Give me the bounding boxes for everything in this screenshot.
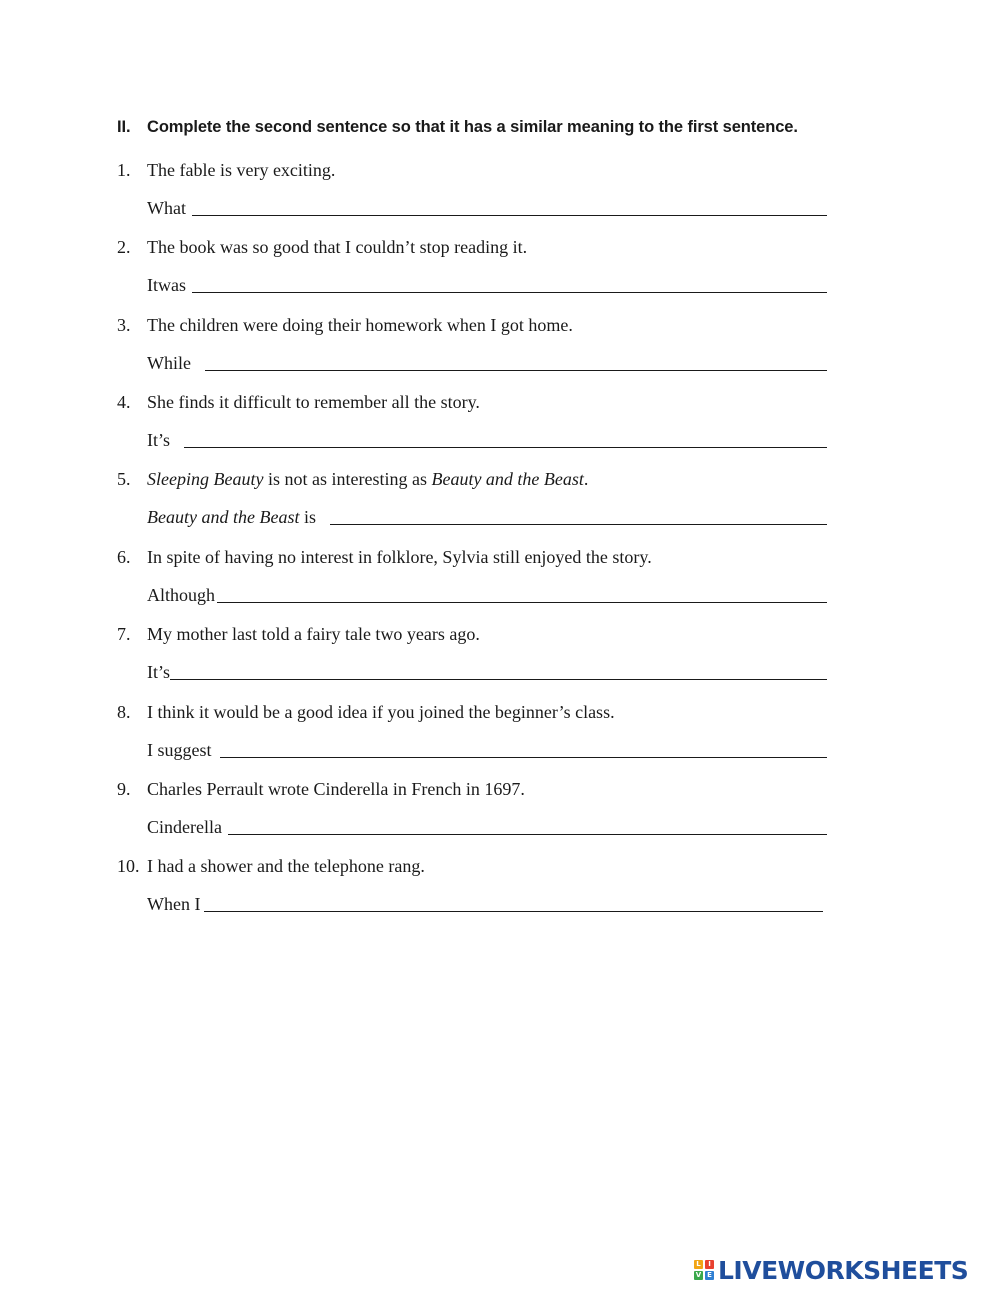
exercise-item-5 bbox=[117, 468, 827, 528]
answer-field-7[interactable] bbox=[170, 664, 827, 680]
rewrite-prompt: While bbox=[147, 353, 191, 373]
item-number: 5. bbox=[117, 469, 131, 489]
prompt-verb: is bbox=[299, 507, 316, 527]
title-sleeping-beauty: Sleeping Beauty bbox=[147, 469, 264, 489]
rewrite-prompt: Itwas bbox=[147, 275, 186, 295]
item-number: 2. bbox=[117, 237, 131, 257]
original-sentence: The book was so good that I couldn’t stop reading it. bbox=[147, 237, 528, 257]
item-number: 8. bbox=[117, 702, 131, 722]
logo-mark-letter: L bbox=[694, 1260, 703, 1269]
exercise-item-8 bbox=[117, 701, 827, 761]
exercise-item-10 bbox=[117, 855, 827, 915]
answer-field-1[interactable] bbox=[192, 200, 827, 216]
exercise-item-3 bbox=[117, 314, 827, 374]
original-sentence: In spite of having no interest in folklore, Sylvia still enjoyed the story. bbox=[147, 547, 652, 567]
exercise-item-7 bbox=[117, 623, 827, 683]
answer-field-10[interactable] bbox=[204, 896, 823, 912]
item-number: 1. bbox=[117, 160, 131, 180]
item-number: 10. bbox=[117, 856, 140, 876]
sentence-connector: is not as interesting as bbox=[263, 469, 432, 489]
original-sentence: She finds it difficult to remember all the story. bbox=[147, 392, 480, 412]
answer-field-8[interactable] bbox=[220, 742, 828, 758]
rewrite-prompt: It’s bbox=[147, 662, 171, 682]
original-sentence: Charles Perrault wrote Cinderella in French in 1697. bbox=[147, 779, 525, 799]
answer-field-5[interactable] bbox=[330, 509, 827, 525]
rewrite-prompt: It’s bbox=[147, 430, 171, 450]
answer-field-2[interactable] bbox=[192, 277, 827, 293]
rewrite-prompt: Cinderella bbox=[147, 817, 222, 837]
exercise-item-2 bbox=[117, 236, 827, 296]
rewrite-prompt: I suggest bbox=[147, 740, 212, 760]
logo-text: LIVEWORKSHEETS bbox=[718, 1255, 969, 1285]
exercise-item-9 bbox=[117, 778, 827, 838]
original-sentence bbox=[147, 468, 588, 490]
section-heading bbox=[117, 118, 798, 137]
original-sentence: I think it would be a good idea if you joined the beginner’s class. bbox=[147, 702, 615, 722]
exercise-item-4 bbox=[117, 391, 827, 451]
logo-mark-letter: I bbox=[705, 1260, 714, 1269]
original-sentence: My mother last told a fairy tale two years ago. bbox=[147, 624, 480, 644]
rewrite-prompt: What bbox=[147, 198, 186, 218]
logo-mark-letter: E bbox=[705, 1271, 714, 1280]
sentence-end: . bbox=[583, 469, 589, 489]
item-number: 6. bbox=[117, 547, 131, 567]
prompt-title: Beauty and the Beast bbox=[147, 507, 300, 527]
logo-mark-icon bbox=[694, 1260, 714, 1280]
answer-field-3[interactable] bbox=[205, 355, 827, 371]
original-sentence: The children were doing their homework when I got home. bbox=[147, 315, 573, 335]
item-number: 7. bbox=[117, 624, 131, 644]
title-beauty-and-the-beast: Beauty and the Beast bbox=[431, 469, 584, 489]
rewrite-prompt: When I bbox=[147, 894, 201, 914]
liveworksheets-logo bbox=[694, 1256, 968, 1284]
answer-field-4[interactable] bbox=[184, 432, 827, 448]
item-number: 4. bbox=[117, 392, 131, 412]
answer-field-6[interactable] bbox=[217, 587, 827, 603]
exercise-item-6 bbox=[117, 546, 827, 606]
section-number: II. bbox=[117, 118, 131, 136]
rewrite-prompt: Although bbox=[147, 585, 216, 605]
logo-mark-letter: V bbox=[695, 1271, 702, 1279]
original-sentence: The fable is very exciting. bbox=[147, 160, 336, 180]
section-instruction: Complete the second sentence so that it has a similar meaning to the first sentence. bbox=[147, 118, 798, 136]
item-number: 3. bbox=[117, 315, 131, 335]
original-sentence: I had a shower and the telephone rang. bbox=[147, 856, 425, 876]
answer-field-9[interactable] bbox=[228, 819, 827, 835]
exercise-item-1 bbox=[117, 159, 827, 219]
item-number: 9. bbox=[117, 779, 131, 799]
rewrite-prompt bbox=[147, 507, 330, 528]
